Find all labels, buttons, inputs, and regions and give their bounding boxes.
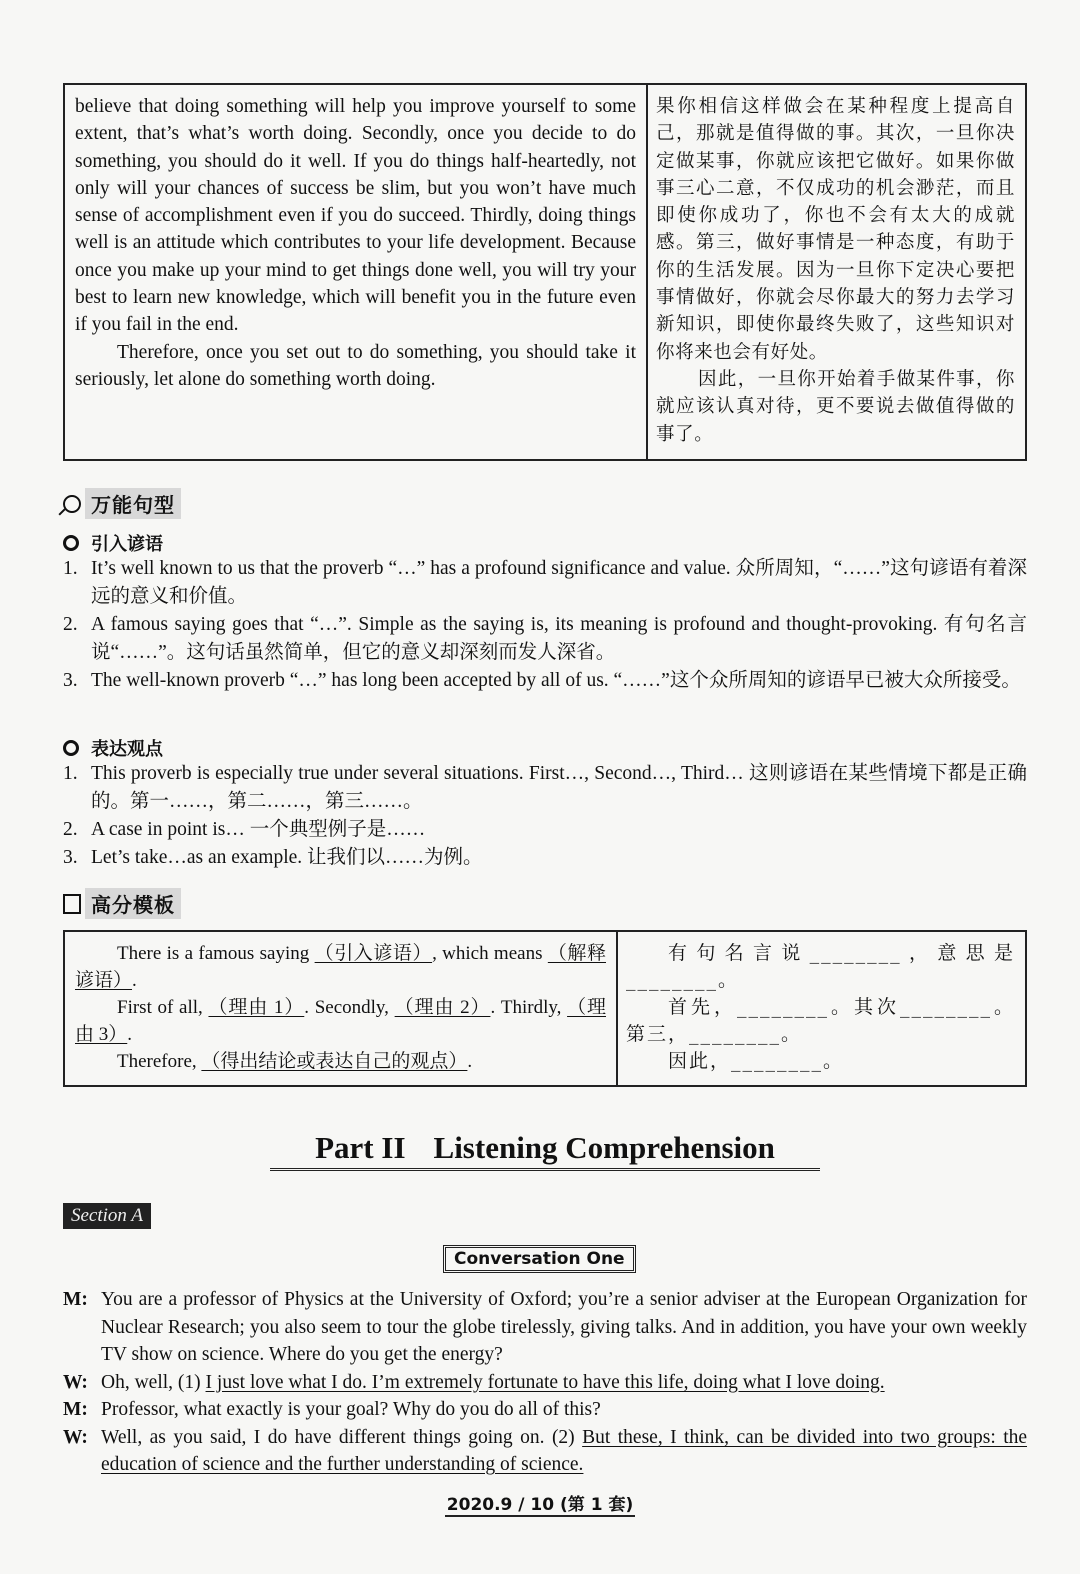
list-item xyxy=(63,555,1027,611)
template-text: ，意思是 xyxy=(901,942,1015,964)
sentence-patterns-heading xyxy=(63,488,181,519)
sentence-patterns-title: 万能句型 xyxy=(85,488,181,519)
template-heading xyxy=(63,888,181,919)
dialog-text xyxy=(101,1286,1027,1369)
essay-en-paragraph-1: believe that doing something will help you improve yourself to some extent, that’s what’s worth doing. Secondly, once you decide to do something, you should do it well. If you do things half-heartedly, not only will your chances of success be slim, but you won’t have much sense of accomplishment even if you do succeed. Thirdly, doing things well is an attitude which contributes to your life development. Because once you make up your mind to get things done well, you will try your best to learn new knowledge, which will benefit you in the future even if you fail in the end. xyxy=(75,96,636,336)
part-title: Listening Comprehension xyxy=(433,1130,775,1165)
item-text: It’s well known to us that the proverb “…” has a profound significance and value. 众所周知，“……”这句谚语有着深远的意义和价值。 xyxy=(91,558,1027,607)
item-number: 2. xyxy=(63,614,78,635)
dialog-line xyxy=(63,1424,1027,1479)
dialog-line xyxy=(63,1286,1027,1369)
dialog-text xyxy=(101,1396,1027,1424)
template-text: 首先， xyxy=(668,996,737,1018)
speaker-label: M: xyxy=(63,1289,88,1310)
essay-table xyxy=(63,83,1027,461)
list-item xyxy=(63,667,1027,695)
template-zh-line-1 xyxy=(626,940,1015,994)
group1-list xyxy=(63,555,1027,695)
group2-title: 表达观点 xyxy=(91,739,163,760)
template-text: . Secondly, xyxy=(304,997,389,1018)
page-footer xyxy=(0,1490,1080,1515)
dialog-plain: Oh, well, xyxy=(101,1371,174,1393)
item-text: This proverb is especially true under several situations. First…, Second…, Third… 这则谚语在某些情境下都是正确的。第一……，第二……，第三……。 xyxy=(91,763,1027,812)
template-blank: ________ xyxy=(689,1023,782,1045)
item-number: 3. xyxy=(63,847,78,868)
dialog-line xyxy=(63,1396,1027,1424)
square-icon xyxy=(63,894,81,914)
magnifier-icon xyxy=(63,495,81,513)
bullet-circle-icon xyxy=(63,535,79,551)
answer-number: (2) xyxy=(551,1426,575,1448)
item-number: 1. xyxy=(63,558,78,579)
section-label: Section A xyxy=(63,1203,151,1229)
dialog xyxy=(63,1286,1027,1479)
template-blank: （理由 1） xyxy=(208,997,305,1018)
answer-number: (1) xyxy=(177,1371,201,1393)
answer-underlined: I just love what I do. I’m extremely fortunate to have this life, doing what I love doing. xyxy=(205,1371,885,1393)
list-item xyxy=(63,611,1027,667)
template-text: First of all, xyxy=(117,997,203,1018)
list-item xyxy=(63,760,1027,816)
dialog-line xyxy=(63,1369,1027,1397)
group2-list xyxy=(63,760,1027,872)
template-en-line-1: There is a famous saying （引入谚语）, which means （解释谚语）. xyxy=(75,943,606,991)
conversation-label: Conversation One xyxy=(443,1245,636,1273)
template-table xyxy=(63,930,1027,1087)
footer-text: 2020.9 / 10 (第 1 套) xyxy=(446,1495,634,1515)
template-blank: ________ xyxy=(626,969,718,991)
group1-title: 引入谚语 xyxy=(91,534,163,555)
speaker-label: W: xyxy=(63,1426,88,1448)
template-blank: （解释谚语） xyxy=(75,943,606,991)
template-text: 因此， xyxy=(668,1050,732,1072)
essay-en-paragraph-2: Therefore, once you set out to do something, you should take it seriously, let alone do something worth doing. xyxy=(75,341,636,390)
essay-chinese-column xyxy=(648,85,1025,459)
item-number: 1. xyxy=(63,763,78,784)
item-text: A case in point is… 一个典型例子是…… xyxy=(91,819,426,840)
essay-english-column xyxy=(65,85,648,459)
template-en-line-3: Therefore, （得出结论或表达自己的观点）. xyxy=(117,1051,473,1072)
template-text: There is a famous saying xyxy=(117,943,310,964)
list-item xyxy=(63,844,1027,872)
template-blank: ________ xyxy=(736,996,829,1018)
template-text: 。 xyxy=(781,1023,803,1045)
template-zh-line-2 xyxy=(626,994,1015,1048)
essay-zh-paragraph-2: 因此，一旦你开始着手做某件事，你就应该认真对待，更不要说去做值得做的事了。 xyxy=(656,368,1015,445)
template-blank: （得出结论或表达自己的观点） xyxy=(201,1051,468,1072)
template-en-line-2: First of all, （理由 1）. Secondly, （理由 2）. Thirdly, （理由 3）. xyxy=(75,997,606,1045)
template-blank: ________ xyxy=(731,1050,824,1072)
item-text: The well-known proverb “…” has long been accepted by all of us. “……”这个众所周知的谚语早已被大众所接受。 xyxy=(91,670,1021,691)
template-text: 有句名言说 xyxy=(668,942,810,964)
template-chinese-column xyxy=(618,932,1025,1085)
speaker-label: W: xyxy=(63,1371,88,1393)
dialog-plain: Professor, what exactly is your goal? Why do you do all of this? xyxy=(101,1399,601,1420)
part-heading xyxy=(270,1130,820,1171)
template-text: 。 xyxy=(823,1050,845,1072)
dialog-text xyxy=(101,1369,1027,1397)
item-number: 3. xyxy=(63,670,78,691)
template-text: 。 xyxy=(718,969,740,991)
template-blank: （理由 2） xyxy=(394,997,491,1018)
template-text: 。其次 xyxy=(828,996,900,1018)
dialog-plain: Well, as you said, I do have different things going on. xyxy=(101,1426,545,1448)
template-text: 。第三， xyxy=(626,996,1015,1045)
dialog-plain: You are a professor of Physics at the University of Oxford; you’re a senior adviser at the European Organization for Nuclear Research; you also seem to tour the globe tirelessly, giving talks. And in addition, you have your own weekly TV show on science. Where do you get the energy? xyxy=(101,1289,1027,1365)
item-text: Let’s take…as an example. 让我们以……为例。 xyxy=(91,847,483,868)
group2-heading xyxy=(63,735,163,761)
answer-underlined: But these, I think, can be divided into two groups: the education of science and the further understanding of science. xyxy=(101,1426,1028,1475)
item-text: A famous saying goes that “…”. Simple as the saying is, its meaning is profound and thought-provoking. 有句名言说“……”。这句话虽然简单，但它的意义却深刻而发人深省。 xyxy=(91,614,1027,663)
template-text: . Thirdly, xyxy=(490,997,562,1018)
template-zh-line-3 xyxy=(626,1048,1015,1075)
template-title: 高分模板 xyxy=(85,888,181,919)
speaker-label: M: xyxy=(63,1399,88,1420)
list-item xyxy=(63,816,1027,844)
template-text: Therefore, xyxy=(117,1051,197,1072)
part-label: Part II xyxy=(315,1130,406,1165)
template-blank: ________ xyxy=(809,942,902,964)
dialog-text xyxy=(101,1424,1027,1479)
bullet-circle-icon xyxy=(63,740,79,756)
group1-heading xyxy=(63,530,163,556)
item-number: 2. xyxy=(63,819,78,840)
template-blank: ________ xyxy=(899,996,992,1018)
template-blank: （理由 3） xyxy=(75,997,606,1045)
essay-zh-paragraph-1: 果你相信这样做会在某种程度上提高自己，那就是值得做的事。其次，一旦你决定做某事，你就应该把它做好。如果你做事三心二意，不仅成功的机会渺茫，而且即使你成功了，你也不会有太大的成就感。第三，做好事情是一种态度，有助于你的生活发展。因为一旦你下定决心要把事情做好，你就会尽你最大的努力去学习新知识，即使你最终失败了，这些知识对你将来也会有好处。 xyxy=(656,96,1015,363)
template-blank: （引入谚语） xyxy=(314,943,433,964)
template-text: , which means xyxy=(432,943,543,964)
template-english-column xyxy=(65,932,618,1085)
